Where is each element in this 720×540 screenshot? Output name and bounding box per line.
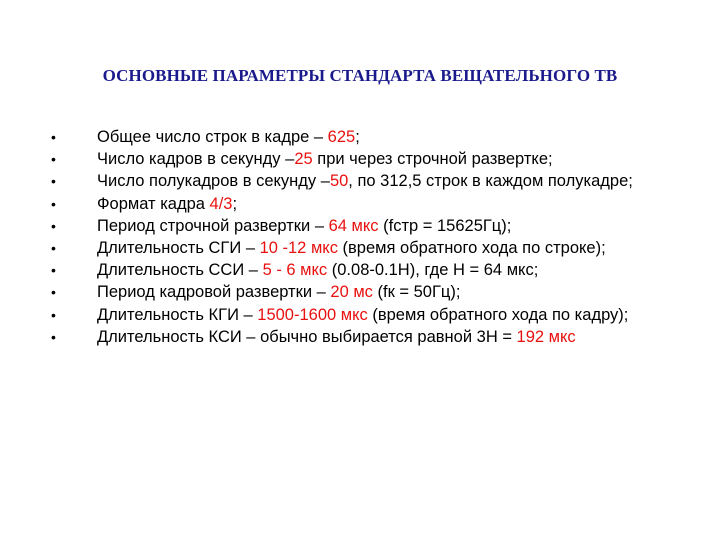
item-text: ;	[355, 128, 360, 146]
list-item	[0, 283, 720, 302]
list-item	[0, 306, 720, 325]
list-item	[0, 261, 720, 280]
bullet-icon: •	[51, 129, 56, 145]
highlighted-value: 25	[294, 150, 313, 169]
item-text: при через строчной развертке;	[312, 150, 553, 169]
item-text: Период кадровой развертки –	[97, 283, 331, 302]
list-item	[0, 217, 720, 236]
item-text: Формат кадра	[97, 194, 210, 213]
list-item	[0, 328, 720, 347]
item-text: , по 312,5 строк в каждом полукадре;	[348, 172, 633, 191]
item-text: (время обратного хода по строке);	[337, 238, 606, 257]
item-text: Число кадров в секунду –	[97, 150, 295, 169]
bullet-icon: •	[51, 173, 56, 190]
item-text: (0.08-0.1Н), где Н = 64 мкс;	[327, 261, 539, 280]
item-text: (fстр = 15625Гц);	[378, 216, 512, 235]
bullet-icon: •	[51, 284, 56, 301]
item-text: Длительность КГИ –	[97, 305, 258, 324]
parameter-list	[0, 128, 720, 350]
highlighted-value: 4/3	[209, 194, 233, 213]
highlighted-value: 625	[327, 128, 356, 146]
bullet-icon: •	[51, 262, 56, 279]
item-text: Число полукадров в секунду –	[97, 172, 330, 191]
item-text: (время обратного хода по кадру);	[367, 305, 629, 324]
highlighted-value: 192 мкс	[516, 327, 576, 346]
highlighted-value: 5 - 6 мкс	[262, 261, 328, 280]
list-item	[0, 239, 720, 258]
item-text: Период строчной развертки –	[97, 216, 329, 235]
list-item	[0, 172, 720, 191]
item-text: ;	[232, 194, 238, 213]
slide-title: ОСНОВНЫЕ ПАРАМЕТРЫ СТАНДАРТА ВЕЩАТЕЛЬНОГО ТВ	[102, 66, 618, 85]
item-text: Длительность КСИ – обычно выбирается равной 3Н =	[97, 327, 517, 346]
highlighted-value: 10 -12 мкс	[259, 238, 338, 257]
bullet-icon: •	[51, 151, 56, 168]
item-text: Длительность ССИ –	[97, 261, 263, 280]
item-text: (fк = 50Гц);	[372, 283, 461, 302]
bullet-icon: •	[51, 217, 56, 234]
list-item	[0, 195, 720, 214]
bullet-icon: •	[51, 328, 56, 345]
bullet-icon: •	[51, 239, 56, 256]
item-text: Общее число строк в кадре –	[97, 128, 328, 146]
bullet-icon: •	[51, 195, 56, 212]
highlighted-value: 64 мкс	[328, 216, 379, 235]
list-item	[0, 128, 720, 147]
item-text: Длительность СГИ –	[97, 238, 260, 257]
highlighted-value: 1500-1600 мкс	[257, 305, 368, 324]
highlighted-value: 50	[329, 172, 349, 191]
bullet-icon: •	[51, 306, 56, 323]
highlighted-value: 20 мс	[330, 283, 373, 302]
list-item	[0, 150, 720, 169]
